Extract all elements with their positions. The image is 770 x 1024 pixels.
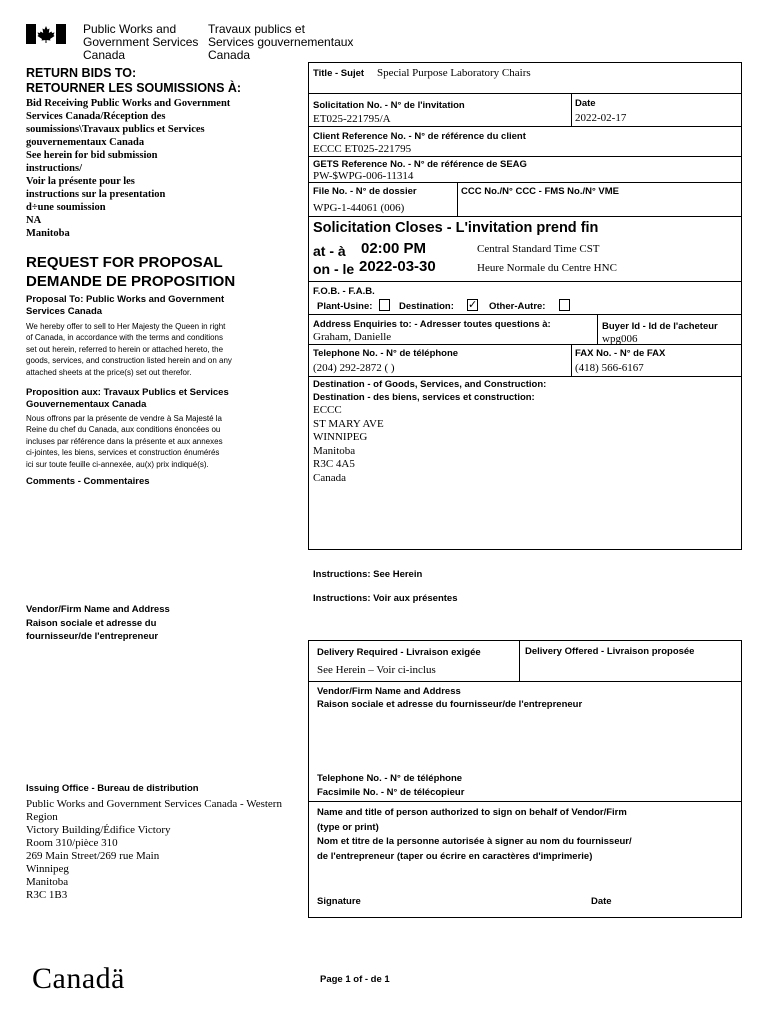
plant-checkbox[interactable] — [379, 299, 390, 311]
title-label: Title - Sujet — [313, 68, 365, 79]
proposition-heading: Proposition aux: Travaux Publics et Services Gouvernementaux Canada — [26, 387, 229, 410]
buyer-id-value: wpg006 — [602, 333, 638, 345]
solicitation-number-label: Solicitation No. - N° de l'invitation — [313, 100, 465, 111]
vendor-name-address-label: Vendor/Firm Name and Address Raison sociale et adresse du fournisseur/de l'entrepreneur — [317, 686, 583, 710]
destination-goods-label: Destination - of Goods, Services, and Construction: Destination - des biens, services et construction: — [313, 379, 547, 403]
telephone-value: (204) 292-2872 ( ) — [313, 362, 395, 374]
department-name-en: Public Works and Government Services Canada — [83, 22, 199, 62]
fax-value: (418) 566-6167 — [575, 362, 644, 374]
vendor-address-label: Vendor/Firm Name and Address Raison sociale et adresse du fournisseur/de l'entrepreneur — [26, 604, 170, 642]
authorized-person-label: Name and title of person authorized to sign on behalf of Vendor/Firm (type or print) Nom et titre de la personne autorisée à signer au nom du fournisseur/ de l'entrepreneur (taper ou écrire en caractères d'imprimerie) — [317, 807, 632, 862]
issuing-office-label: Issuing Office - Bureau de distribution — [26, 783, 199, 794]
file-number-label: File No. - N° de dossier — [313, 186, 417, 197]
proposition-text: Nous offrons par la présente de vendre à Sa Majesté la Reine du chef du Canada, aux conditions énoncées ou incluses par référence dans la présente et aux annexes ci-jointes, les biens, services et construction énumérés ici sur toute feuille ci-annexée, au(x) prix indiqué(s). — [26, 414, 223, 469]
signature-label: Signature — [317, 896, 361, 907]
buyer-id-label: Buyer Id - Id de l'acheteur — [602, 321, 718, 332]
client-reference-value: ECCC ET025-221795 — [313, 143, 412, 155]
plant-label: Plant-Usine: — [317, 301, 373, 312]
instructions-fr: Instructions: Voir aux présentes — [313, 593, 458, 604]
destination-checkbox[interactable]: ✓ — [468, 299, 478, 311]
issuing-office-address: Public Works and Government Services Canada - Western Region Victory Building/Édifice Victory Room 310/pièce 310 269 Main Street/269 rue Main Winnipeg Manitoba R3C 1B3 — [26, 798, 282, 901]
proposal-to-text: We hereby offer to sell to Her Majesty the Queen in right of Canada, in accordance with the terms and conditions set out herein, referred to herein or attached hereto, the goods, services, and construction listed herein and on any attached sheets at the price(s) set out therefor. — [26, 322, 232, 377]
fob-label: F.O.B. - F.A.B. — [313, 286, 375, 297]
title-value: Special Purpose Laboratory Chairs — [377, 67, 531, 79]
delivery-offered-label: Delivery Offered - Livraison proposée — [525, 646, 695, 657]
client-reference-label: Client Reference No. - N° de référence du client — [313, 131, 526, 142]
vendor-signature-box — [308, 640, 742, 918]
destination-label: Destination: — [399, 301, 454, 312]
solicitation-form-box — [308, 62, 742, 550]
other-label: Other-Autre: — [489, 301, 546, 312]
enquiries-label: Address Enquiries to: - Adresser toutes questions à: — [313, 319, 551, 330]
file-number-value: WPG-1-44061 (006) — [313, 202, 405, 214]
gets-reference-value: PW-$WPG-006-11314 — [313, 170, 414, 182]
vendor-phone-fax-label: Telephone No. - N° de téléphone Facsimile No. - N° de télécopieur — [317, 773, 465, 798]
canada-wordmark: Canadä — [32, 962, 125, 995]
proposal-to-heading: Proposal To: Public Works and Government Services Canada — [26, 294, 225, 317]
gets-reference-label: GETS Reference No. - N° de référence de SEAG — [313, 159, 527, 170]
at-label: at - à — [313, 243, 346, 259]
ccc-number-label: CCC No./N° CCC - FMS No./N° VME — [461, 186, 620, 197]
date-label: Date — [575, 98, 596, 109]
delivery-required-value: See Herein – Voir ci-inclus — [317, 664, 436, 676]
timezone-en: Central Standard Time CST — [477, 243, 600, 255]
timezone-fr: Heure Normale du Centre HNC — [477, 262, 617, 274]
page-number: Page 1 of - de 1 — [320, 974, 390, 985]
destination-goods-address: ECCC ST MARY AVE WINNIPEG Manitoba R3C 4A5 Canada — [313, 404, 384, 484]
canada-flag-icon — [26, 24, 66, 44]
return-bids-heading: RETURN BIDS TO: RETOURNER LES SOUMISSIONS À: — [26, 66, 242, 95]
comments-label: Comments - Commentaires — [26, 476, 150, 487]
solicitation-closes-heading: Solicitation Closes - L'invitation prend fin — [313, 220, 599, 236]
department-name-fr: Travaux publics et Services gouvernementaux Canada — [208, 22, 354, 62]
solicitation-number-value: ET025-221795/A — [313, 113, 391, 125]
fax-label: FAX No. - N° de FAX — [575, 348, 666, 359]
telephone-label: Telephone No. - N° de téléphone — [313, 348, 459, 359]
delivery-required-label: Delivery Required - Livraison exigée — [317, 647, 481, 658]
date-value: 2022-02-17 — [575, 112, 627, 124]
closing-date: 2022-03-30 — [359, 258, 436, 275]
return-address: Bid Receiving Public Works and Government Services Canada/Réception des soumissions\Travaux publics et Services gouvernementaux Canada See herein for bid submission instructions/ Voir la présente pour les instructions sur la presentation d÷une soumission NA Manitoba — [26, 98, 231, 239]
rfp-title: REQUEST FOR PROPOSAL DEMANDE DE PROPOSITION — [26, 254, 236, 290]
closing-time: 02:00 PM — [361, 240, 427, 257]
other-checkbox[interactable] — [559, 299, 570, 311]
signature-date-label: Date — [591, 896, 612, 907]
on-label: on - le — [313, 261, 355, 277]
instructions-en: Instructions: See Herein — [313, 569, 423, 580]
enquiries-value: Graham, Danielle — [313, 331, 392, 343]
